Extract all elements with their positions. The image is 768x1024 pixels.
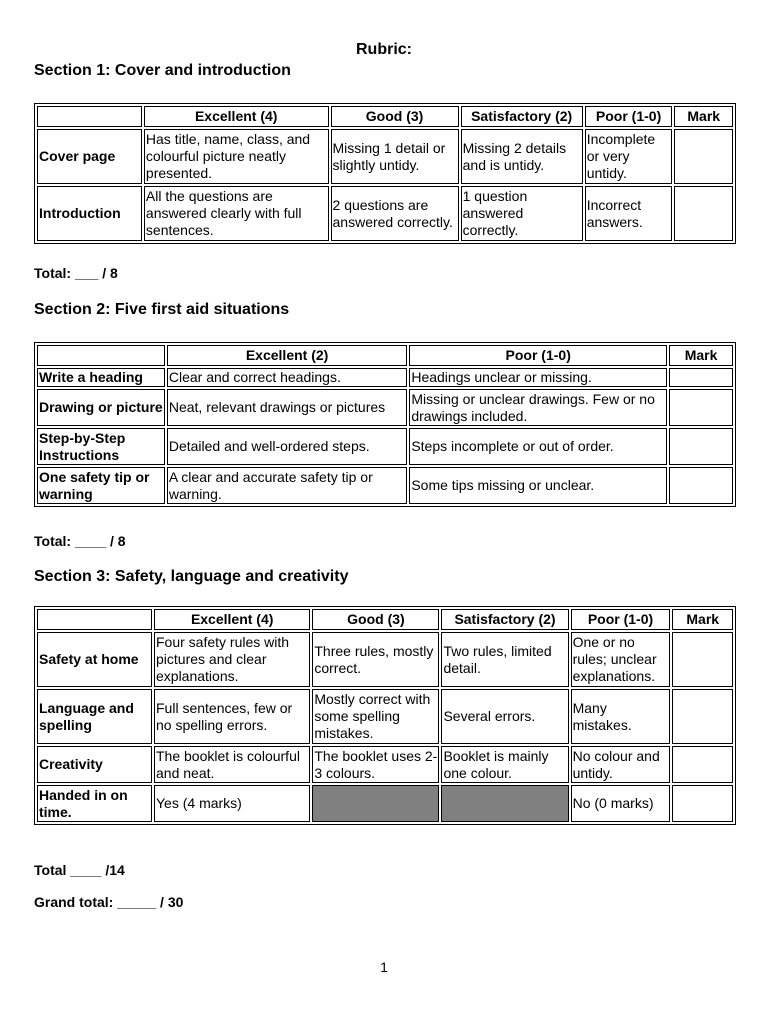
table-cell: Detailed and well-ordered steps. — [167, 428, 407, 465]
section-3-heading: Section 3: Safety, language and creativity — [34, 568, 349, 585]
row-label: Cover page — [37, 129, 142, 184]
header-cell: Mark — [672, 609, 733, 630]
header-cell — [37, 609, 152, 630]
mark-cell[interactable] — [672, 689, 733, 744]
header-cell: Satisfactory (2) — [441, 609, 568, 630]
grand-total: Grand total: _____ / 30 — [34, 894, 184, 910]
table-cell: Neat, relevant drawings or pictures — [167, 389, 407, 426]
header-cell: Poor (1-0) — [571, 609, 671, 630]
row-label: Creativity — [37, 746, 152, 783]
row-label: Introduction — [37, 186, 142, 241]
header-cell: Poor (1-0) — [409, 345, 667, 366]
row-label: Safety at home — [37, 632, 152, 687]
table-header-row — [37, 106, 733, 127]
table-row — [37, 785, 733, 822]
table-cell: All the questions are answered clearly with full sentences. — [144, 186, 329, 241]
page-title: Rubric: — [356, 41, 412, 58]
mark-cell[interactable] — [669, 428, 733, 465]
table-header-row — [37, 345, 733, 366]
table-cell: Steps incomplete or out of order. — [409, 428, 667, 465]
table-row — [37, 186, 733, 241]
shaded-cell — [441, 785, 568, 822]
table-row — [37, 368, 733, 387]
section-1-rubric-table — [34, 103, 736, 244]
table-cell: Several errors. — [441, 689, 568, 744]
table-row — [37, 428, 733, 465]
mark-cell[interactable] — [672, 785, 733, 822]
table-cell: Two rules, limited detail. — [441, 632, 568, 687]
table-cell: Some tips missing or unclear. — [409, 467, 667, 504]
header-cell: Mark — [669, 345, 733, 366]
table-cell: A clear and accurate safety tip or warning. — [167, 467, 407, 504]
section-2-total: Total: ____ / 8 — [34, 533, 126, 549]
table-cell: The booklet uses 2-3 colours. — [312, 746, 439, 783]
mark-cell[interactable] — [674, 129, 733, 184]
table-cell: The booklet is colourful and neat. — [154, 746, 310, 783]
section-1-total: Total: ___ / 8 — [34, 265, 118, 281]
table-cell: Many mistakes. — [571, 689, 671, 744]
header-cell: Poor (1-0) — [585, 106, 673, 127]
row-label: Language and spelling — [37, 689, 152, 744]
header-cell: Good (3) — [312, 609, 439, 630]
table-cell: Has title, name, class, and colourful picture neatly presented. — [144, 129, 329, 184]
table-cell: Missing 2 details and is untidy. — [461, 129, 583, 184]
section-2-rubric-table — [34, 342, 736, 507]
row-label: One safety tip or warning — [37, 467, 165, 504]
mark-cell[interactable] — [672, 746, 733, 783]
table-cell: Mostly correct with some spelling mistakes. — [312, 689, 439, 744]
table-cell: Clear and correct headings. — [167, 368, 407, 387]
section-1-heading: Section 1: Cover and introduction — [34, 62, 291, 79]
section-3-total: Total ____ /14 — [34, 862, 125, 878]
table-cell: Yes (4 marks) — [154, 785, 310, 822]
header-cell: Mark — [674, 106, 733, 127]
table-cell: Four safety rules with pictures and clear explanations. — [154, 632, 310, 687]
table-row — [37, 389, 733, 426]
table-cell: Incorrect answers. — [585, 186, 673, 241]
table-cell: Missing or unclear drawings. Few or no drawings included. — [409, 389, 667, 426]
header-cell — [37, 345, 165, 366]
mark-cell[interactable] — [674, 186, 733, 241]
mark-cell[interactable] — [672, 632, 733, 687]
header-cell: Good (3) — [331, 106, 459, 127]
table-cell: Booklet is mainly one colour. — [441, 746, 568, 783]
section-2-heading: Section 2: Five first aid situations — [34, 301, 290, 318]
row-label: Step-by-Step Instructions — [37, 428, 165, 465]
table-header-row — [37, 609, 733, 630]
table-cell: No (0 marks) — [571, 785, 671, 822]
mark-cell[interactable] — [669, 389, 733, 426]
table-cell: Headings unclear or missing. — [409, 368, 667, 387]
header-cell: Excellent (2) — [167, 345, 407, 366]
mark-cell[interactable] — [669, 467, 733, 504]
mark-cell[interactable] — [669, 368, 733, 387]
table-cell: Full sentences, few or no spelling errors. — [154, 689, 310, 744]
table-cell: Missing 1 detail or slightly untidy. — [331, 129, 459, 184]
table-cell: No colour and untidy. — [571, 746, 671, 783]
shaded-cell — [312, 785, 439, 822]
header-cell — [37, 106, 142, 127]
table-cell: 1 question answered correctly. — [461, 186, 583, 241]
table-row — [37, 467, 733, 504]
table-row — [37, 129, 733, 184]
header-cell: Excellent (4) — [144, 106, 329, 127]
table-cell: 2 questions are answered correctly. — [331, 186, 459, 241]
header-cell: Excellent (4) — [154, 609, 310, 630]
page-number: 1 — [380, 959, 388, 975]
section-3-rubric-table — [34, 606, 736, 825]
table-row — [37, 689, 733, 744]
row-label: Handed in on time. — [37, 785, 152, 822]
table-cell: Incomplete or very untidy. — [585, 129, 673, 184]
table-row — [37, 632, 733, 687]
table-cell: Three rules, mostly correct. — [312, 632, 439, 687]
header-cell: Satisfactory (2) — [461, 106, 583, 127]
row-label: Drawing or picture — [37, 389, 165, 426]
table-row — [37, 746, 733, 783]
row-label: Write a heading — [37, 368, 165, 387]
table-cell: One or no rules; unclear explanations. — [571, 632, 671, 687]
